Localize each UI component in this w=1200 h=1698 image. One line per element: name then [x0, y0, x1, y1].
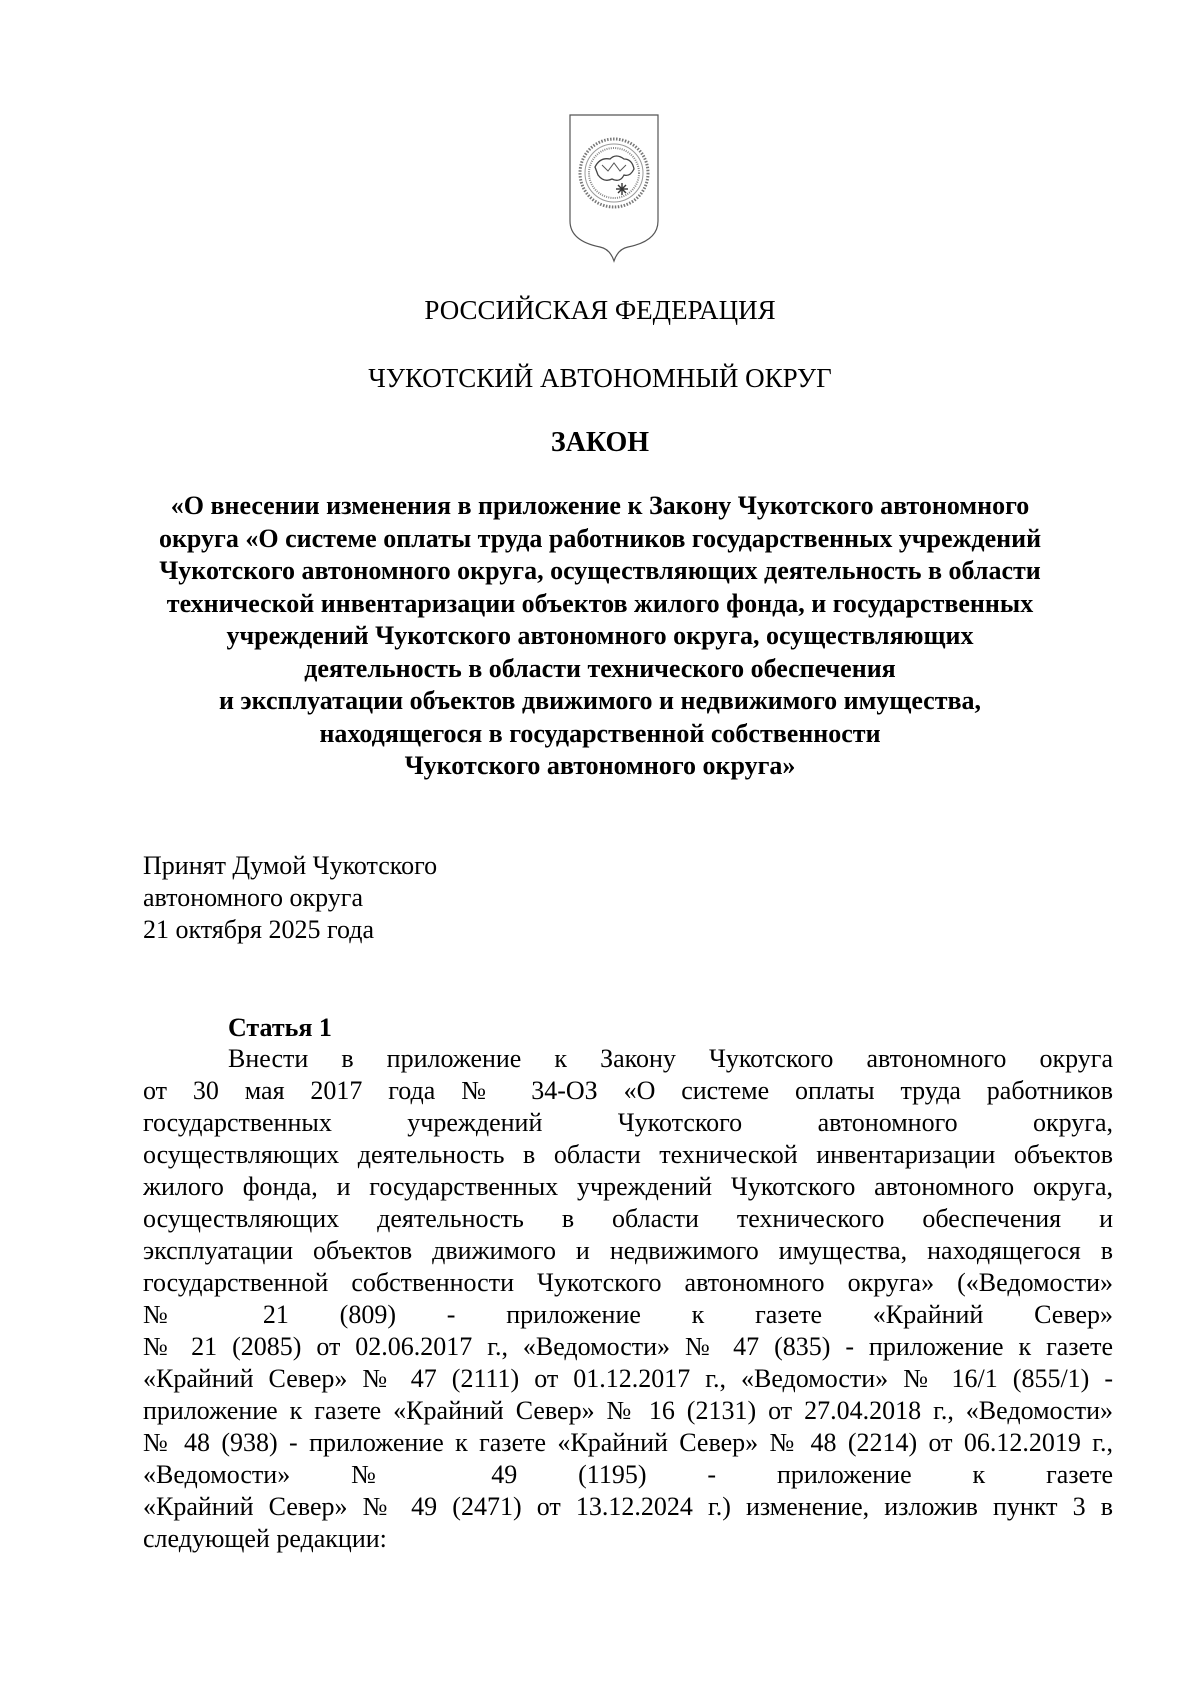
law-title-line: Чукотского автономного округа»: [404, 751, 796, 780]
adoption-note: [143, 850, 437, 946]
article-body: [143, 1043, 1113, 1555]
adoption-note-line: Принят Думой Чукотского: [143, 851, 438, 880]
article-line: государственных учреждений Чукотского автономного округа,: [143, 1108, 1113, 1137]
article-line: № 21 (2085) от 02.06.2017 г., «Ведомости» № 47 (835) - приложение к газете: [143, 1332, 1113, 1361]
article-line: № 48 (938) - приложение к газете «Крайний Север» № 48 (2214) от 06.12.2019 г.,: [143, 1428, 1113, 1457]
law-title-line: учреждений Чукотского автономного округа, осуществляющих: [226, 621, 974, 650]
article-line: государственной собственности Чукотского автономного округа» («Ведомости»: [143, 1268, 1113, 1297]
article-line: осуществляющих деятельность в области технического обеспечения и: [143, 1204, 1113, 1233]
law-title-line: Чукотского автономного округа, осуществляющих деятельность в области: [159, 556, 1041, 585]
article-heading: Статья 1: [228, 1013, 332, 1042]
article-line: «Крайний Север» № 49 (2471) от 13.12.2024 г.) изменение, изложив пункт 3 в: [143, 1492, 1113, 1521]
region-heading: ЧУКОТСКИЙ АВТОНОМНЫЙ ОКРУГ: [368, 363, 832, 393]
article-line: эксплуатации объектов движимого и недвижимого имущества, находящегося в: [143, 1236, 1113, 1265]
article-line: № 21 (809) - приложение к газете «Крайний Север»: [143, 1300, 1113, 1329]
law-title-line: технической инвентаризации объектов жилого фонда, и государственных: [166, 588, 1034, 618]
article-line: приложение к газете «Крайний Север» № 16 (2131) от 27.04.2018 г., «Ведомости»: [143, 1396, 1113, 1425]
law-title: [0, 490, 1200, 783]
document-type-heading: ЗАКОН: [550, 427, 650, 458]
country-heading: РОССИЙСКАЯ ФЕДЕРАЦИЯ: [424, 295, 776, 325]
law-title-line: и эксплуатации объектов движимого и недвижимого имущества,: [218, 686, 982, 715]
law-title-line: округа «О системе оплаты труда работников государственных учреждений: [158, 523, 1042, 553]
law-title-line: «О внесении изменения в приложение к Закону Чукотского автономного: [170, 491, 1030, 520]
article-line: следующей редакции:: [143, 1524, 387, 1553]
law-title-line: находящегося в государственной собственности: [319, 718, 881, 748]
article-line: «Крайний Север» № 47 (2111) от 01.12.2017 г., «Ведомости» № 16/1 (855/1) -: [143, 1364, 1113, 1393]
law-title-line: деятельность в области технического обеспечения: [304, 653, 896, 683]
adoption-date: 21 октября 2025 года: [143, 915, 374, 944]
article-line: от 30 мая 2017 года № 34-ОЗ «О системе оплаты труда работников: [143, 1076, 1113, 1105]
coat-of-arms-icon: [568, 113, 660, 263]
article-line: осуществляющих деятельность в области технической инвентаризации объектов: [143, 1140, 1113, 1169]
article-line: «Ведомости» № 49 (1195) - приложение к газете: [143, 1460, 1113, 1489]
article-line: жилого фонда, и государственных учреждений Чукотского автономного округа,: [143, 1172, 1113, 1201]
article-line: Внести в приложение к Закону Чукотского автономного округа: [228, 1044, 1113, 1073]
adoption-note-line: автономного округа: [143, 883, 363, 912]
